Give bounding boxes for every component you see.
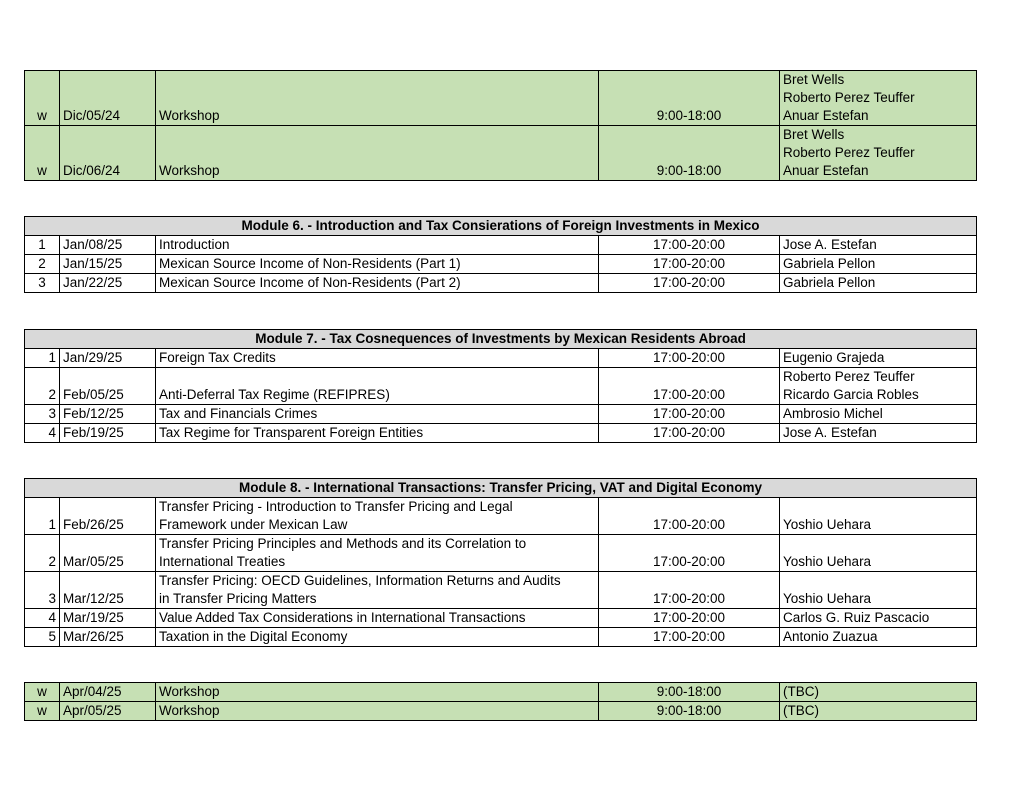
topic-line: Framework under Mexican Law — [159, 517, 348, 532]
session-topic — [156, 498, 599, 535]
speaker-name: Anuar Estefan — [783, 163, 869, 178]
session-date: Mar/19/25 — [60, 609, 156, 628]
session-date: Feb/05/25 — [60, 368, 156, 405]
session-speakers — [780, 368, 977, 405]
session-date: Jan/22/25 — [60, 274, 156, 293]
table-row — [25, 126, 977, 181]
session-date: Feb/19/25 — [60, 424, 156, 443]
table-row — [25, 683, 977, 702]
topic-line: in Transfer Pricing Matters — [159, 591, 317, 606]
table-row — [25, 349, 977, 368]
table-row — [25, 424, 977, 443]
session-topic: Workshop — [156, 71, 599, 126]
table-row — [25, 255, 977, 274]
session-date: Mar/12/25 — [60, 572, 156, 609]
session-number: 4 — [25, 609, 60, 628]
table-row — [25, 628, 977, 647]
session-speakers: Yoshio Uehara — [780, 535, 977, 572]
session-number: w — [25, 702, 60, 721]
speaker-name: Bret Wells — [783, 127, 845, 142]
speaker-name: Bret Wells — [783, 72, 845, 87]
session-time: 17:00-20:00 — [599, 274, 780, 293]
session-topic: Mexican Source Income of Non-Residents (Part 2) — [156, 274, 599, 293]
session-time: 17:00-20:00 — [599, 349, 780, 368]
topic-line: International Treaties — [159, 554, 286, 569]
session-time: 9:00-18:00 — [599, 71, 780, 126]
session-time: 9:00-18:00 — [599, 702, 780, 721]
session-time: 9:00-18:00 — [599, 683, 780, 702]
session-topic: Tax and Financials Crimes — [156, 405, 599, 424]
module-header — [25, 479, 977, 498]
session-time: 17:00-20:00 — [599, 609, 780, 628]
module-header — [25, 217, 977, 236]
session-number: w — [25, 126, 60, 181]
session-speakers: Gabriela Pellon — [780, 274, 977, 293]
topic-line: Transfer Pricing Principles and Methods and its Correlation to — [159, 536, 527, 551]
speaker-name: Roberto Perez Teuffer — [783, 90, 915, 105]
session-topic: Foreign Tax Credits — [156, 349, 599, 368]
session-time: 17:00-20:00 — [599, 255, 780, 274]
session-number: 1 — [25, 349, 60, 368]
session-topic: Introduction — [156, 236, 599, 255]
session-number: 4 — [25, 424, 60, 443]
session-speakers: Yoshio Uehara — [780, 572, 977, 609]
speaker-name: Roberto Perez Teuffer — [783, 145, 915, 160]
session-date: Jan/29/25 — [60, 349, 156, 368]
table-row — [25, 572, 977, 609]
session-speakers — [780, 71, 977, 126]
module-title: Module 7. - Tax Cosnequences of Investments by Mexican Residents Abroad — [25, 330, 977, 349]
session-time: 17:00-20:00 — [599, 498, 780, 535]
table-row — [25, 71, 977, 126]
session-time: 17:00-20:00 — [599, 424, 780, 443]
session-speakers: Yoshio Uehara — [780, 498, 977, 535]
session-number: 3 — [25, 572, 60, 609]
table-row — [25, 535, 977, 572]
table-row — [25, 702, 977, 721]
session-topic: Anti-Deferral Tax Regime (REFIPRES) — [156, 368, 599, 405]
speaker-name: Ricardo Garcia Robles — [783, 387, 919, 402]
session-number: 5 — [25, 628, 60, 647]
speaker-name: Anuar Estefan — [783, 108, 869, 123]
topic-line: Transfer Pricing: OECD Guidelines, Information Returns and Audits — [159, 573, 561, 588]
session-topic: Taxation in the Digital Economy — [156, 628, 599, 647]
table-row — [25, 368, 977, 405]
session-number: 1 — [25, 236, 60, 255]
session-speakers: Jose A. Estefan — [780, 236, 977, 255]
session-topic: Tax Regime for Transparent Foreign Entities — [156, 424, 599, 443]
session-topic: Value Added Tax Considerations in International Transactions — [156, 609, 599, 628]
session-date: Jan/15/25 — [60, 255, 156, 274]
session-number: w — [25, 683, 60, 702]
december-workshops-table — [24, 70, 977, 181]
session-time: 17:00-20:00 — [599, 368, 780, 405]
session-date: Jan/08/25 — [60, 236, 156, 255]
session-number: w — [25, 71, 60, 126]
session-time: 17:00-20:00 — [599, 405, 780, 424]
session-time: 17:00-20:00 — [599, 572, 780, 609]
session-time: 9:00-18:00 — [599, 126, 780, 181]
session-date: Feb/26/25 — [60, 498, 156, 535]
session-speakers: Gabriela Pellon — [780, 255, 977, 274]
session-date: Feb/12/25 — [60, 405, 156, 424]
table-row — [25, 405, 977, 424]
session-speakers: (TBC) — [780, 702, 977, 721]
session-topic — [156, 572, 599, 609]
session-time: 17:00-20:00 — [599, 628, 780, 647]
session-speakers: Eugenio Grajeda — [780, 349, 977, 368]
speaker-name: Roberto Perez Teuffer — [783, 369, 915, 384]
session-speakers — [780, 126, 977, 181]
session-date: Dic/06/24 — [60, 126, 156, 181]
session-topic: Mexican Source Income of Non-Residents (Part 1) — [156, 255, 599, 274]
session-time: 17:00-20:00 — [599, 236, 780, 255]
session-number: 3 — [25, 274, 60, 293]
session-topic: Workshop — [156, 126, 599, 181]
session-time: 17:00-20:00 — [599, 535, 780, 572]
session-number: 2 — [25, 368, 60, 405]
session-date: Apr/04/25 — [60, 683, 156, 702]
session-date: Dic/05/24 — [60, 71, 156, 126]
table-row — [25, 609, 977, 628]
module-title: Module 6. - Introduction and Tax Consierations of Foreign Investments in Mexico — [25, 217, 977, 236]
session-number: 2 — [25, 255, 60, 274]
table-row — [25, 498, 977, 535]
table-row — [25, 274, 977, 293]
april-workshops-table — [24, 682, 977, 721]
module-6-table — [24, 216, 977, 293]
session-date: Mar/05/25 — [60, 535, 156, 572]
session-speakers: (TBC) — [780, 683, 977, 702]
topic-line: Transfer Pricing - Introduction to Transfer Pricing and Legal — [159, 499, 513, 514]
session-topic — [156, 535, 599, 572]
session-date: Apr/05/25 — [60, 702, 156, 721]
session-topic: Workshop — [156, 702, 599, 721]
module-8-table — [24, 478, 977, 647]
session-speakers: Ambrosio Michel — [780, 405, 977, 424]
module-header — [25, 330, 977, 349]
module-title: Module 8. - International Transactions: Transfer Pricing, VAT and Digital Economy — [25, 479, 977, 498]
session-number: 1 — [25, 498, 60, 535]
session-topic: Workshop — [156, 683, 599, 702]
session-speakers: Antonio Zuazua — [780, 628, 977, 647]
session-number: 2 — [25, 535, 60, 572]
module-7-table — [24, 329, 977, 443]
session-speakers: Carlos G. Ruiz Pascacio — [780, 609, 977, 628]
table-row — [25, 236, 977, 255]
session-date: Mar/26/25 — [60, 628, 156, 647]
session-number: 3 — [25, 405, 60, 424]
session-speakers: Jose A. Estefan — [780, 424, 977, 443]
